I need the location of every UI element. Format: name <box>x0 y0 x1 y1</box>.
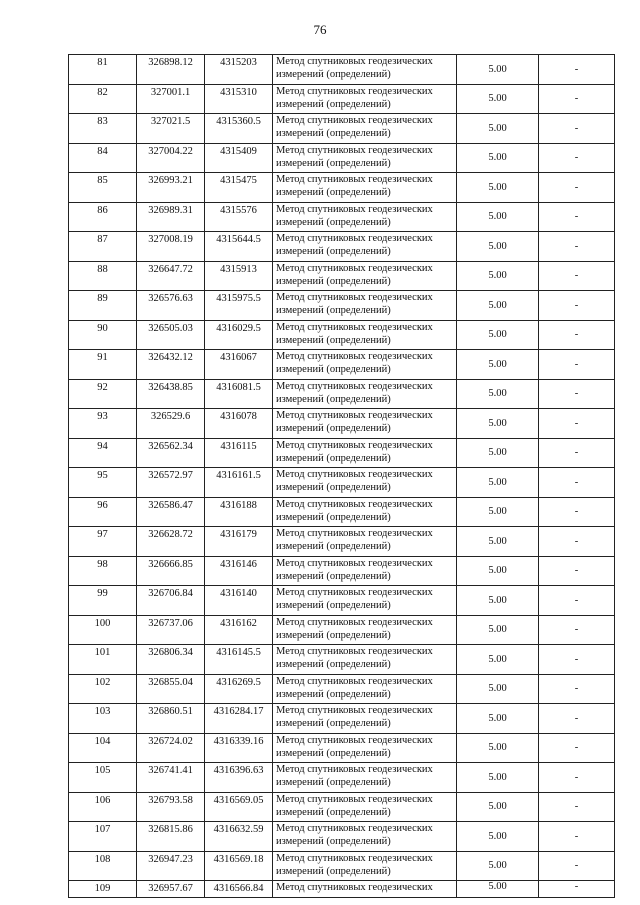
y-coordinate-cell: 4315975.5 <box>205 291 273 321</box>
y-coordinate-cell: 4316162 <box>205 615 273 645</box>
method-line-1: Метод спутниковых геодезических <box>276 469 433 480</box>
method-line-1: Метод спутниковых геодезических <box>276 793 433 805</box>
method-cell <box>273 792 457 822</box>
method-line-1: Метод спутниковых геодезических <box>276 144 433 156</box>
method-cell <box>273 556 457 586</box>
table-row <box>69 261 615 291</box>
note-cell: - <box>539 615 615 645</box>
method-cell <box>273 851 457 881</box>
method-line-2: измерений (определений) <box>276 128 391 139</box>
x-coordinate-cell: 326529.6 <box>137 409 205 439</box>
y-coordinate-cell: 4316078 <box>205 409 273 439</box>
method-cell <box>273 55 457 85</box>
note-cell: - <box>539 409 615 439</box>
precision-cell: 5.00 <box>457 851 539 881</box>
x-coordinate-cell: 326706.84 <box>137 586 205 616</box>
note-cell: - <box>539 822 615 852</box>
method-line-1: Метод спутниковых геодезических <box>276 882 433 893</box>
y-coordinate-cell: 4316161.5 <box>205 468 273 498</box>
note-cell: - <box>539 674 615 704</box>
x-coordinate-cell: 326647.72 <box>137 261 205 291</box>
x-coordinate-cell: 326737.06 <box>137 615 205 645</box>
method-cell <box>273 232 457 262</box>
table-row <box>69 291 615 321</box>
table-row <box>69 438 615 468</box>
y-coordinate-cell: 4315913 <box>205 261 273 291</box>
precision-cell: 5.00 <box>457 291 539 321</box>
method-line-1: Метод спутниковых геодезических <box>276 852 433 864</box>
table-row <box>69 320 615 350</box>
method-line-1: Метод спутниковых геодезических <box>276 233 433 244</box>
y-coordinate-cell: 4315576 <box>205 202 273 232</box>
method-line-1: Метод спутниковых геодезических <box>276 675 433 687</box>
method-cell <box>273 674 457 704</box>
point-number-cell: 92 <box>69 379 137 409</box>
y-coordinate-cell: 4316115 <box>205 438 273 468</box>
method-line-2: измерений (определений) <box>276 305 391 316</box>
point-number-cell: 103 <box>69 704 137 734</box>
x-coordinate-cell: 326576.63 <box>137 291 205 321</box>
point-number-cell: 97 <box>69 527 137 557</box>
y-coordinate-cell: 4316569.05 <box>205 792 273 822</box>
method-line-2: измерений (определений) <box>276 187 391 198</box>
precision-cell: 5.00 <box>457 438 539 468</box>
note-cell: - <box>539 792 615 822</box>
method-line-1: Метод спутниковых геодезических <box>276 321 433 333</box>
method-cell <box>273 615 457 645</box>
table-row <box>69 409 615 439</box>
method-cell <box>273 881 457 898</box>
method-line-2: измерений (определений) <box>276 747 391 759</box>
point-number-cell: 109 <box>69 881 137 898</box>
y-coordinate-cell: 4316188 <box>205 497 273 527</box>
x-coordinate-cell: 326628.72 <box>137 527 205 557</box>
method-line-2: измерений (определений) <box>276 659 391 670</box>
method-cell <box>273 261 457 291</box>
precision-cell: 5.00 <box>457 468 539 498</box>
method-line-2: измерений (определений) <box>276 570 391 582</box>
method-line-1: Метод спутниковых геодезических <box>276 705 433 716</box>
note-cell: - <box>539 232 615 262</box>
method-line-1: Метод спутниковых геодезических <box>276 616 433 628</box>
method-cell <box>273 645 457 675</box>
precision-cell: 5.00 <box>457 379 539 409</box>
x-coordinate-cell: 326562.34 <box>137 438 205 468</box>
point-number-cell: 94 <box>69 438 137 468</box>
point-number-cell: 86 <box>69 202 137 232</box>
method-cell <box>273 763 457 793</box>
method-cell <box>273 143 457 173</box>
method-line-2: измерений (определений) <box>276 364 391 375</box>
table-row <box>69 379 615 409</box>
point-number-cell: 98 <box>69 556 137 586</box>
precision-cell: 5.00 <box>457 350 539 380</box>
x-coordinate-cell: 326666.85 <box>137 556 205 586</box>
method-line-2: измерений (определений) <box>276 275 391 287</box>
point-number-cell: 96 <box>69 497 137 527</box>
method-cell <box>273 291 457 321</box>
table-row <box>69 143 615 173</box>
note-cell: - <box>539 173 615 203</box>
method-line-2: измерений (определений) <box>276 777 391 788</box>
point-number-cell: 100 <box>69 615 137 645</box>
table-row <box>69 556 615 586</box>
y-coordinate-cell: 4316396.63 <box>205 763 273 793</box>
note-cell: - <box>539 202 615 232</box>
table-row <box>69 114 615 144</box>
point-number-cell: 89 <box>69 291 137 321</box>
method-cell <box>273 438 457 468</box>
table-row <box>69 792 615 822</box>
note-cell: - <box>539 261 615 291</box>
y-coordinate-cell: 4316145.5 <box>205 645 273 675</box>
method-cell <box>273 586 457 616</box>
note-cell: - <box>539 527 615 557</box>
note-cell: - <box>539 320 615 350</box>
table-row <box>69 822 615 852</box>
method-line-1: Метод спутниковых геодезических <box>276 587 433 598</box>
point-number-cell: 102 <box>69 674 137 704</box>
x-coordinate-cell: 326793.58 <box>137 792 205 822</box>
method-line-2: измерений (определений) <box>276 806 391 818</box>
method-line-2: измерений (определений) <box>276 334 391 346</box>
precision-cell: 5.00 <box>457 556 539 586</box>
method-line-1: Метод спутниковых геодезических <box>276 410 433 421</box>
point-number-cell: 91 <box>69 350 137 380</box>
precision-cell: 5.00 <box>457 704 539 734</box>
x-coordinate-cell: 327004.22 <box>137 143 205 173</box>
y-coordinate-cell: 4316339.16 <box>205 733 273 763</box>
note-cell: - <box>539 704 615 734</box>
method-line-2: измерений (определений) <box>276 216 391 228</box>
method-cell <box>273 822 457 852</box>
precision-cell: 5.00 <box>457 586 539 616</box>
y-coordinate-cell: 4316284.17 <box>205 704 273 734</box>
y-coordinate-cell: 4316029.5 <box>205 320 273 350</box>
method-line-2: измерений (определений) <box>276 541 391 552</box>
y-coordinate-cell: 4315644.5 <box>205 232 273 262</box>
point-number-cell: 104 <box>69 733 137 763</box>
x-coordinate-cell: 326993.21 <box>137 173 205 203</box>
method-line-1: Метод спутниковых геодезических <box>276 115 433 126</box>
table-row <box>69 497 615 527</box>
y-coordinate-cell: 4316146 <box>205 556 273 586</box>
method-cell <box>273 733 457 763</box>
precision-cell: 5.00 <box>457 881 539 898</box>
y-coordinate-cell: 4316269.5 <box>205 674 273 704</box>
precision-cell: 5.00 <box>457 55 539 85</box>
x-coordinate-cell: 327001.1 <box>137 84 205 114</box>
y-coordinate-cell: 4316081.5 <box>205 379 273 409</box>
x-coordinate-cell: 326572.97 <box>137 468 205 498</box>
method-line-1: Метод спутниковых геодезических <box>276 734 433 746</box>
method-line-2: измерений (определений) <box>276 511 391 523</box>
precision-cell: 5.00 <box>457 615 539 645</box>
point-number-cell: 101 <box>69 645 137 675</box>
y-coordinate-cell: 4316140 <box>205 586 273 616</box>
table-row <box>69 674 615 704</box>
x-coordinate-cell: 326438.85 <box>137 379 205 409</box>
precision-cell: 5.00 <box>457 202 539 232</box>
coordinates-table-body <box>69 55 615 898</box>
table-row <box>69 527 615 557</box>
point-number-cell: 106 <box>69 792 137 822</box>
note-cell: - <box>539 379 615 409</box>
x-coordinate-cell: 326505.03 <box>137 320 205 350</box>
precision-cell: 5.00 <box>457 409 539 439</box>
page-number: 76 <box>313 22 327 37</box>
precision-cell: 5.00 <box>457 763 539 793</box>
method-cell <box>273 497 457 527</box>
note-cell: - <box>539 55 615 85</box>
x-coordinate-cell: 327021.5 <box>137 114 205 144</box>
point-number-cell: 82 <box>69 84 137 114</box>
method-line-1: Метод спутниковых геодезических <box>276 292 433 303</box>
precision-cell: 5.00 <box>457 674 539 704</box>
coordinates-table <box>68 54 615 898</box>
x-coordinate-cell: 326957.67 <box>137 881 205 898</box>
note-cell: - <box>539 851 615 881</box>
method-cell <box>273 202 457 232</box>
point-number-cell: 105 <box>69 763 137 793</box>
method-line-2: измерений (определений) <box>276 688 391 700</box>
point-number-cell: 107 <box>69 822 137 852</box>
note-cell: - <box>539 497 615 527</box>
y-coordinate-cell: 4315310 <box>205 84 273 114</box>
point-number-cell: 88 <box>69 261 137 291</box>
method-line-1: Метод спутниковых геодезических <box>276 174 433 185</box>
method-line-2: измерений (определений) <box>276 718 391 729</box>
table-row <box>69 468 615 498</box>
precision-cell: 5.00 <box>457 792 539 822</box>
table-row <box>69 586 615 616</box>
point-number-cell: 108 <box>69 851 137 881</box>
precision-cell: 5.00 <box>457 822 539 852</box>
note-cell: - <box>539 291 615 321</box>
note-cell: - <box>539 645 615 675</box>
y-coordinate-cell: 4315409 <box>205 143 273 173</box>
precision-cell: 5.00 <box>457 733 539 763</box>
method-line-2: измерений (определений) <box>276 482 391 493</box>
table-row <box>69 232 615 262</box>
point-number-cell: 84 <box>69 143 137 173</box>
method-line-1: Метод спутниковых геодезических <box>276 823 433 834</box>
point-number-cell: 81 <box>69 55 137 85</box>
method-line-1: Метод спутниковых геодезических <box>276 557 433 569</box>
method-cell <box>273 527 457 557</box>
y-coordinate-cell: 4316566.84 <box>205 881 273 898</box>
x-coordinate-cell: 326989.31 <box>137 202 205 232</box>
method-cell <box>273 350 457 380</box>
method-cell <box>273 704 457 734</box>
y-coordinate-cell: 4316067 <box>205 350 273 380</box>
x-coordinate-cell: 327008.19 <box>137 232 205 262</box>
method-line-1: Метод спутниковых геодезических <box>276 85 433 97</box>
method-cell <box>273 468 457 498</box>
method-cell <box>273 84 457 114</box>
method-line-1: Метод спутниковых геодезических <box>276 380 433 392</box>
x-coordinate-cell: 326741.41 <box>137 763 205 793</box>
method-line-1: Метод спутниковых геодезических <box>276 498 433 510</box>
method-line-2: измерений (определений) <box>276 246 391 257</box>
precision-cell: 5.00 <box>457 320 539 350</box>
method-line-2: измерений (определений) <box>276 836 391 847</box>
precision-cell: 5.00 <box>457 232 539 262</box>
method-line-2: измерений (определений) <box>276 865 391 877</box>
note-cell: - <box>539 763 615 793</box>
y-coordinate-cell: 4316632.59 <box>205 822 273 852</box>
precision-cell: 5.00 <box>457 114 539 144</box>
precision-cell: 5.00 <box>457 84 539 114</box>
method-line-1: Метод спутниковых геодезических <box>276 351 433 362</box>
note-cell: - <box>539 143 615 173</box>
x-coordinate-cell: 326724.02 <box>137 733 205 763</box>
method-line-2: измерений (определений) <box>276 69 391 80</box>
x-coordinate-cell: 326947.23 <box>137 851 205 881</box>
method-cell <box>273 379 457 409</box>
table-row <box>69 645 615 675</box>
x-coordinate-cell: 326815.86 <box>137 822 205 852</box>
point-number-cell: 87 <box>69 232 137 262</box>
y-coordinate-cell: 4315475 <box>205 173 273 203</box>
method-line-1: Метод спутниковых геодезических <box>276 203 433 215</box>
precision-cell: 5.00 <box>457 645 539 675</box>
point-number-cell: 83 <box>69 114 137 144</box>
y-coordinate-cell: 4315360.5 <box>205 114 273 144</box>
method-cell <box>273 409 457 439</box>
point-number-cell: 99 <box>69 586 137 616</box>
x-coordinate-cell: 326806.34 <box>137 645 205 675</box>
table-row <box>69 704 615 734</box>
table-row <box>69 350 615 380</box>
method-cell <box>273 173 457 203</box>
note-cell: - <box>539 556 615 586</box>
method-cell <box>273 114 457 144</box>
method-line-1: Метод спутниковых геодезических <box>276 764 433 775</box>
precision-cell: 5.00 <box>457 173 539 203</box>
precision-cell: 5.00 <box>457 261 539 291</box>
note-cell: - <box>539 84 615 114</box>
table-row <box>69 173 615 203</box>
note-cell: - <box>539 586 615 616</box>
table-row <box>69 615 615 645</box>
note-cell: - <box>539 733 615 763</box>
method-line-2: измерений (определений) <box>276 629 391 641</box>
x-coordinate-cell: 326860.51 <box>137 704 205 734</box>
note-cell: - <box>539 468 615 498</box>
x-coordinate-cell: 326432.12 <box>137 350 205 380</box>
method-line-2: измерений (определений) <box>276 423 391 434</box>
precision-cell: 5.00 <box>457 143 539 173</box>
method-line-2: измерений (определений) <box>276 393 391 405</box>
y-coordinate-cell: 4316179 <box>205 527 273 557</box>
x-coordinate-cell: 326898.12 <box>137 55 205 85</box>
note-cell: - <box>539 350 615 380</box>
precision-cell: 5.00 <box>457 527 539 557</box>
precision-cell: 5.00 <box>457 497 539 527</box>
method-line-2: измерений (определений) <box>276 157 391 169</box>
table-row <box>69 84 615 114</box>
y-coordinate-cell: 4316569.18 <box>205 851 273 881</box>
point-number-cell: 85 <box>69 173 137 203</box>
method-line-2: измерений (определений) <box>276 98 391 110</box>
method-line-2: измерений (определений) <box>276 600 391 611</box>
note-cell: - <box>539 881 615 898</box>
table-row <box>69 763 615 793</box>
table-row <box>69 733 615 763</box>
method-line-2: измерений (определений) <box>276 452 391 464</box>
method-cell <box>273 320 457 350</box>
table-row <box>69 881 615 898</box>
method-line-1: Метод спутниковых геодезических <box>276 646 433 657</box>
table-row <box>69 202 615 232</box>
y-coordinate-cell: 4315203 <box>205 55 273 85</box>
method-line-1: Метод спутниковых геодезических <box>276 262 433 274</box>
table-row <box>69 851 615 881</box>
method-line-1: Метод спутниковых геодезических <box>276 528 433 539</box>
method-line-1: Метод спутниковых геодезических <box>276 56 433 67</box>
x-coordinate-cell: 326586.47 <box>137 497 205 527</box>
note-cell: - <box>539 438 615 468</box>
point-number-cell: 95 <box>69 468 137 498</box>
point-number-cell: 93 <box>69 409 137 439</box>
note-cell: - <box>539 114 615 144</box>
method-line-1: Метод спутниковых геодезических <box>276 439 433 451</box>
x-coordinate-cell: 326855.04 <box>137 674 205 704</box>
point-number-cell: 90 <box>69 320 137 350</box>
table-row <box>69 55 615 85</box>
